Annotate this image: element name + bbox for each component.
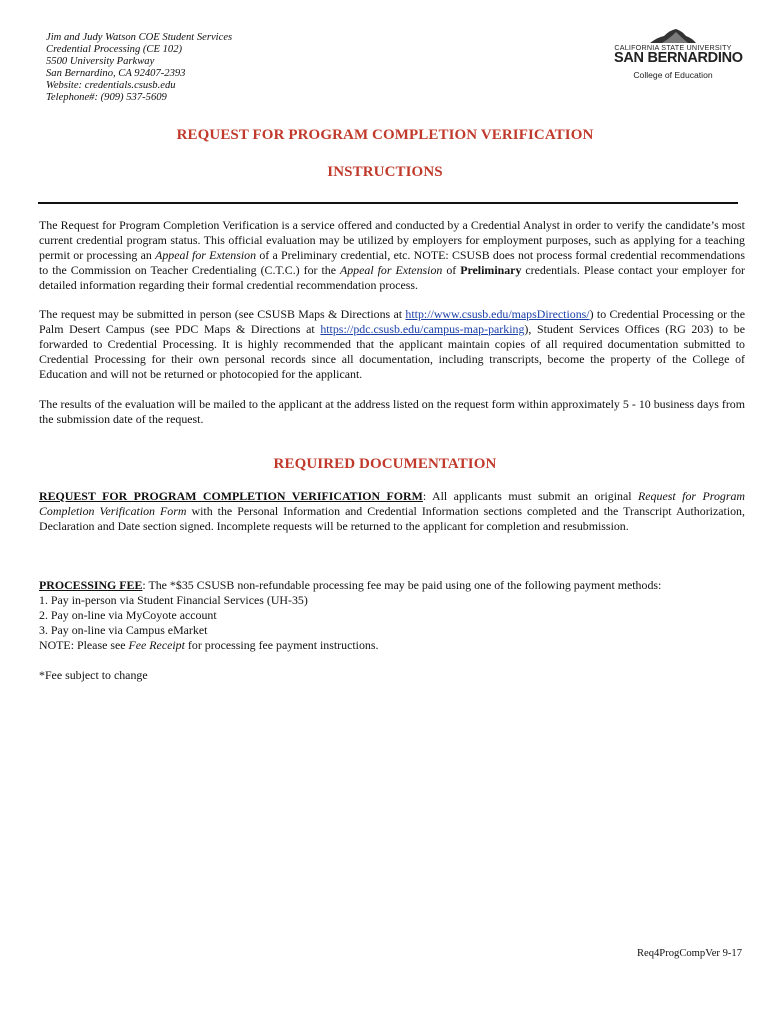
logo-university-line: CALIFORNIA STATE UNIVERSITY — [614, 43, 732, 52]
logo-campus-name: SAN BERNARDINO — [614, 50, 743, 66]
submission-text-2: ) to Credential Processing or the Palm Desert Campus (see PDC Maps & Directions at — [39, 307, 745, 336]
office-address-block — [46, 32, 232, 104]
mountain-peak-icon — [648, 28, 698, 44]
processing-fee-heading: PROCESSING FEE — [39, 578, 143, 592]
instructions-heading: INSTRUCTIONS — [327, 164, 443, 180]
header-divider — [38, 202, 738, 204]
address-line-street: 5500 University Parkway — [46, 56, 155, 67]
intro-text-3: of — [442, 263, 461, 277]
address-line-city: San Bernardino, CA 92407-2393 — [46, 68, 186, 79]
fee-disclaimer: *Fee subject to change — [39, 668, 148, 682]
results-paragraph: The results of the evaluation will be mailed to the applicant at the address listed on the request form within approximately 5 - 10 business days from the submission date of the request. — [39, 397, 745, 426]
address-line-website: Website: credentials.csusb.edu — [46, 80, 176, 91]
submission-paragraph — [39, 307, 745, 382]
payment-method-3: 3. Pay on-line via Campus eMarket — [39, 623, 208, 637]
intro-text-4: credentials. Please contact your employer for detailed information regarding their formal credential recommendation process. — [39, 263, 745, 292]
form-requirement-heading: REQUEST FOR PROGRAM COMPLETION VERIFICATION FORM — [39, 489, 423, 503]
fee-note-text-1: NOTE: Please see — [39, 638, 129, 652]
logo-college-name: College of Education — [633, 70, 713, 80]
intro-text-2: of a Preliminary credential, etc. NOTE: CSUSB does not process formal credential recommendations to the Commission on Teacher Credentialing (C.T.C.) for the — [39, 248, 745, 277]
appeal-extension-term-2: Appeal for Extension — [339, 263, 443, 277]
csusb-maps-link[interactable]: http://www.csusb.edu/mapsDirections/ — [405, 307, 590, 321]
intro-text-1: The Request for Program Completion Verification is a service offered and conducted by a Credential Analyst in order to verify the candidate’s most current credential program status. This official evaluation may be utilized by employers for employment purposes, such as applying for a teaching permit or processing an — [39, 218, 745, 262]
address-line-office: Jim and Judy Watson COE Student Services — [46, 32, 233, 43]
preliminary-term: Preliminary — [460, 263, 522, 277]
pdc-maps-link[interactable]: https://pdc.csusb.edu/campus-map-parking — [320, 322, 525, 336]
form-text-2: with the Personal Information and Credential Information sections completed and the Transcript Authorization, Declaration and Date section signed. Incomplete requests will be returned to the applicant for completion and resubmission. — [39, 504, 745, 533]
payment-method-1: 1. Pay in-person via Student Financial Services (UH-35) — [39, 593, 308, 607]
processing-fee-text: : The *$35 CSUSB non-refundable processing fee may be paid using one of the following payment methods: — [142, 578, 662, 592]
address-line-room: Credential Processing (CE 102) — [46, 44, 183, 55]
address-line-telephone: Telephone#: (909) 537-5609 — [46, 92, 167, 103]
form-requirement-paragraph — [39, 489, 745, 534]
main-title: REQUEST FOR PROGRAM COMPLETION VERIFICATION — [176, 127, 594, 143]
appeal-extension-term: Appeal for Extension — [155, 248, 257, 262]
form-name-term: Request for Program Completion Verification Form — [39, 489, 745, 518]
required-documentation-heading: REQUIRED DOCUMENTATION — [273, 456, 497, 472]
fee-note-text-2: for processing fee payment instructions. — [184, 638, 379, 652]
payment-method-2: 2. Pay on-line via MyCoyote account — [39, 608, 217, 622]
processing-fee-paragraph — [39, 578, 745, 653]
submission-text-1: The request may be submitted in person (see CSUSB Maps & Directions at — [39, 307, 406, 321]
form-version-footer: Req4ProgCompVer 9-17 — [636, 948, 742, 959]
fee-receipt-term: Fee Receipt — [128, 638, 185, 652]
form-text-1: : All applicants must submit an original — [422, 489, 639, 503]
intro-paragraph — [39, 218, 745, 293]
university-logo — [614, 28, 743, 84]
submission-text-3: ), Student Services Offices (RG 203) to be forwarded to Credential Processing. It is highly recommended that the applicant maintain copies of all required documentation submitted to Credential Processing for their own personal records since all documentation, including transcripts, become the property of the College of Education and will not be returned or photocopied for the applicant. — [39, 322, 745, 381]
